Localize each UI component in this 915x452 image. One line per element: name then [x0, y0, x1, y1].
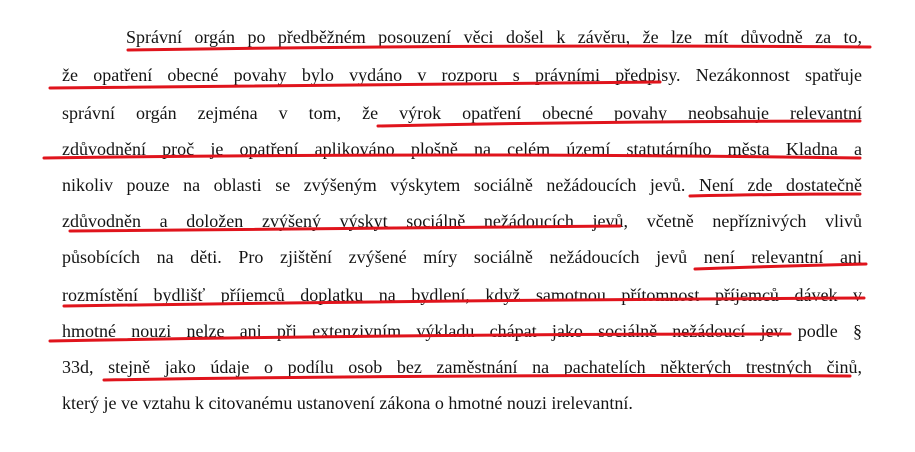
- text-line-6: zdůvodněn a doložen zvýšený výskyt sociálně nežádoucích jevů, včetně nepříznivých vlivů: [62, 211, 862, 231]
- text-line-1: Správní orgán po předběžném posouzení věci došel k závěru, že lze mít důvodně za to,: [126, 27, 862, 47]
- text-line-8: rozmístění bydlišť příjemců doplatku na bydlení, když samotnou přítomnost příjemců dávek v: [62, 285, 862, 305]
- text-line-9: hmotné nouzi nelze ani při extenzivním výkladu chápat jako sociálně nežádoucí jev podle §: [62, 321, 862, 341]
- text-line-7: působících na děti. Pro zjištění zvýšené míry sociálně nežádoucích jevů není relevantní ani: [62, 247, 862, 267]
- text-line-10: 33d, stejně jako údaje o podílu osob bez zaměstnání na pachatelích některých trestných činů,: [62, 357, 862, 377]
- text-line-3: správní orgán zejména v tom, že výrok opatření obecné povahy neobsahuje relevantní: [62, 103, 862, 123]
- text-line-2: že opatření obecné povahy bylo vydáno v rozporu s právními předpisy. Nezákonnost spatřuje: [62, 65, 862, 85]
- text-line-4: zdůvodnění proč je opatření aplikováno plošně na celém území statutárního města Kladna a: [62, 139, 862, 159]
- text-line-5: nikoliv pouze na oblasti se zvýšeným výskytem sociálně nežádoucích jevů. Není zde dostatečně: [62, 175, 862, 195]
- text-line-11: který je ve vztahu k citovanému ustanovení zákona o hmotné nouzi irelevantní.: [62, 393, 633, 413]
